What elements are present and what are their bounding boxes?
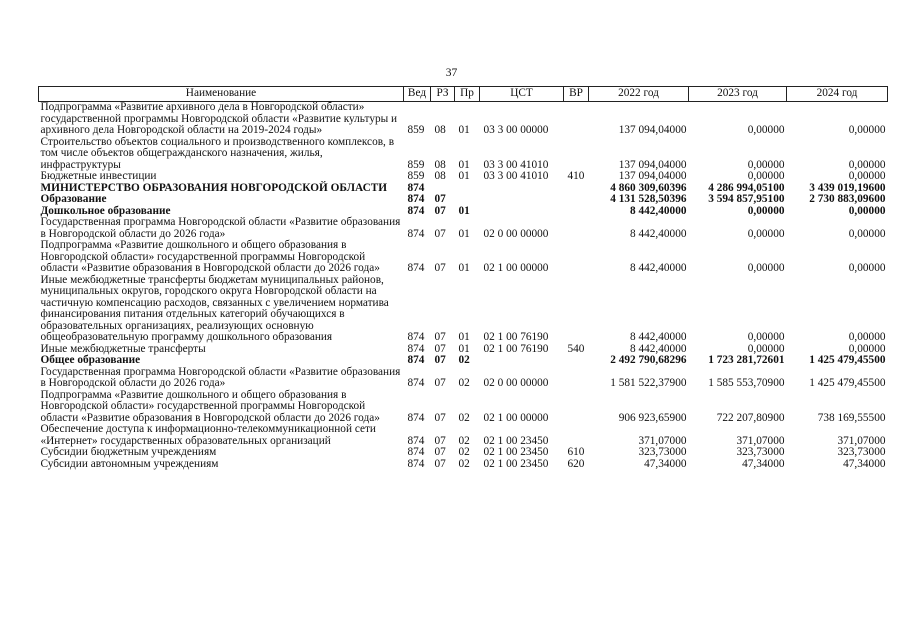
row-vr xyxy=(564,102,589,137)
table-row xyxy=(39,459,888,471)
row-ved: 874 xyxy=(407,204,425,217)
row-value-2023: 1 723 281,72601 xyxy=(708,354,785,366)
table-row xyxy=(39,240,888,275)
row-value-2023: 0,00000 xyxy=(747,227,785,240)
row-pr: 02 xyxy=(458,457,470,470)
row-pr xyxy=(455,183,480,195)
row-value-2023: 0,00000 xyxy=(747,331,785,343)
row-rz: 07 xyxy=(434,331,446,343)
row-name: Образование xyxy=(40,193,107,205)
row-cst: 02 0 00 00000 xyxy=(483,227,549,240)
row-ved: 874 xyxy=(407,457,425,470)
row-ved: 859 xyxy=(407,124,425,136)
row-cst: 03 3 00 41010 xyxy=(483,158,549,171)
row-value-2024: 0,00000 xyxy=(848,124,886,136)
row-value-2024: 323,73000 xyxy=(837,446,886,458)
row-cst: 02 1 00 76190 xyxy=(483,342,549,355)
page-number: 37 xyxy=(445,67,458,79)
table-row xyxy=(39,194,888,206)
row-value-2022: 8 442,40000 xyxy=(630,342,687,355)
row-name: Подпрограмма «Развитие дошкольного и общего образования в Новгородской области» государственной программы Новгородской области «Развитие образования в Новгородской области до 2026 года» xyxy=(40,239,380,274)
row-value-2024: 0,00000 xyxy=(848,227,886,240)
row-pr: 01 xyxy=(458,170,470,182)
table-row xyxy=(39,367,888,390)
row-name: Иные межбюджетные трансферты бюджетам муниципальных районов, муниципальных округов, городского округа Новгородской области на частичную компенсацию расходов, связанных с увеличением норматива финансирования питания отдельных категорий обучающихся в образовательных организациях, реализующих основную общеобразовательную программу дошкольного образования xyxy=(40,273,389,343)
row-vr: 610 xyxy=(567,446,585,458)
table-row xyxy=(39,424,888,447)
row-value-2023: 0,00000 xyxy=(747,158,785,171)
row-ved: 874 xyxy=(407,434,425,447)
row-cst: 02 1 00 23450 xyxy=(483,434,549,447)
table-row xyxy=(39,447,888,459)
row-name: Субсидии автономным учреждениям xyxy=(40,457,219,470)
row-value-2024: 0,00000 xyxy=(848,342,886,355)
row-name: Общее образование xyxy=(40,354,141,366)
row-vr xyxy=(564,206,589,218)
row-value-2022: 323,73000 xyxy=(638,446,687,458)
row-value-2022: 8 442,40000 xyxy=(630,227,687,240)
header-name: Наименование xyxy=(39,87,404,102)
table-row xyxy=(39,102,888,137)
row-rz: 07 xyxy=(434,342,446,355)
row-pr: 01 xyxy=(458,331,470,343)
row-rz: 08 xyxy=(434,170,446,182)
row-vr xyxy=(564,355,589,367)
table-row xyxy=(39,355,888,367)
row-cst xyxy=(480,355,564,367)
row-rz: 07 xyxy=(434,377,446,389)
row-value-2022: 8 442,40000 xyxy=(630,204,687,217)
row-value-2023: 0,00000 xyxy=(747,204,785,217)
row-pr: 02 xyxy=(458,446,470,458)
row-rz: 07 xyxy=(434,227,446,240)
row-vr xyxy=(564,194,589,206)
table-body xyxy=(39,102,888,471)
row-pr: 01 xyxy=(458,262,470,274)
row-name: Строительство объектов социального и производственного комплексов, в том числе объектов общегражданского назначения, жилья, инфраструктуры xyxy=(40,135,395,171)
row-pr: 01 xyxy=(458,227,470,240)
row-value-2023: 0,00000 xyxy=(747,170,785,182)
row-cst: 03 3 00 00000 xyxy=(483,124,549,136)
row-ved: 874 xyxy=(407,193,425,205)
row-value-2023: 371,07000 xyxy=(736,434,785,447)
row-cst xyxy=(480,206,564,218)
row-name: Государственная программа Новгородской области «Развитие образования в Новгородской области до 2026 года» xyxy=(40,365,401,389)
row-value-2022: 8 442,40000 xyxy=(630,331,687,343)
row-vr xyxy=(564,217,589,240)
row-ved: 874 xyxy=(407,354,425,366)
row-pr xyxy=(455,194,480,206)
row-name: Подпрограмма «Развитие архивного дела в Новгородской области» государственной программы Новгородской области «Развитие культуры и архивного дела Новгородской области на 2019-2024 годы» xyxy=(40,101,398,136)
row-vr: 410 xyxy=(567,170,585,182)
row-value-2023: 0,00000 xyxy=(747,124,785,136)
row-vr xyxy=(564,390,589,425)
row-rz: 07 xyxy=(434,262,446,274)
row-value-2022: 906 923,65900 xyxy=(618,411,687,424)
row-value-2024: 1 425 479,45500 xyxy=(809,377,886,389)
row-vr: 620 xyxy=(567,457,585,470)
row-pr: 01 xyxy=(458,124,470,136)
row-rz: 07 xyxy=(434,193,446,205)
row-cst: 03 3 00 41010 xyxy=(483,170,549,182)
row-rz: 07 xyxy=(434,434,446,447)
table-row xyxy=(39,217,888,240)
row-vr xyxy=(564,424,589,447)
row-value-2024: 47,34000 xyxy=(843,457,886,470)
row-ved: 859 xyxy=(407,158,425,171)
row-name: МИНИСТЕРСТВО ОБРАЗОВАНИЯ НОВГОРОДСКОЙ ОБЛАСТИ xyxy=(40,181,388,194)
row-pr: 02 xyxy=(458,434,470,447)
row-value-2022: 137 094,04000 xyxy=(618,158,687,171)
row-ved: 874 xyxy=(407,411,425,424)
row-value-2023: 0,00000 xyxy=(747,342,785,355)
row-value-2024: 0,00000 xyxy=(848,170,886,182)
row-value-2023: 47,34000 xyxy=(742,457,785,470)
row-ved: 874 xyxy=(407,331,425,343)
row-name: Подпрограмма «Развитие дошкольного и общего образования в Новгородской области» государственной программы Новгородской области «Развитие образования в Новгородской области до 2026 года» xyxy=(40,388,380,424)
row-pr: 02 xyxy=(458,377,470,389)
row-pr: 01 xyxy=(458,342,470,355)
row-value-2023: 722 207,80900 xyxy=(716,411,785,424)
row-name: Государственная программа Новгородской области «Развитие образования в Новгородской области до 2026 года» xyxy=(40,216,401,240)
table-row xyxy=(39,390,888,425)
header-2023: 2023 год xyxy=(689,87,787,102)
header-2022: 2022 год xyxy=(589,87,689,102)
row-rz: 07 xyxy=(434,204,446,217)
row-value-2024: 738 169,55500 xyxy=(817,411,886,424)
row-ved: 874 xyxy=(407,262,425,274)
row-vr xyxy=(564,240,589,275)
row-value-2024: 371,07000 xyxy=(837,434,886,447)
row-vr: 540 xyxy=(567,342,585,355)
row-ved: 874 xyxy=(407,377,425,389)
row-vr xyxy=(564,275,589,344)
row-rz: 08 xyxy=(434,124,446,136)
row-pr: 02 xyxy=(458,354,470,366)
header-rz: РЗ xyxy=(431,87,455,102)
table-header-row xyxy=(39,87,888,102)
row-value-2022: 137 094,04000 xyxy=(618,170,687,182)
row-ved: 874 xyxy=(407,446,425,458)
row-value-2024: 0,00000 xyxy=(848,204,886,217)
row-value-2022: 137 094,04000 xyxy=(618,124,687,136)
row-cst xyxy=(480,183,564,195)
row-rz: 07 xyxy=(434,457,446,470)
row-ved: 874 xyxy=(407,181,425,194)
table-row xyxy=(39,137,888,172)
row-value-2023: 323,73000 xyxy=(736,446,785,458)
row-rz: 08 xyxy=(434,158,446,171)
row-value-2022: 4 131 528,50396 xyxy=(610,193,687,205)
row-value-2024: 0,00000 xyxy=(848,331,886,343)
table-row xyxy=(39,171,888,183)
row-cst: 02 1 00 23450 xyxy=(483,457,549,470)
row-vr xyxy=(564,183,589,195)
row-vr xyxy=(564,137,589,172)
header-2024: 2024 год xyxy=(787,87,888,102)
row-pr: 01 xyxy=(458,204,470,217)
row-name: Иные межбюджетные трансферты xyxy=(40,342,206,355)
row-vr xyxy=(564,367,589,390)
row-value-2022: 1 581 522,37900 xyxy=(610,377,687,389)
row-ved: 874 xyxy=(407,227,425,240)
row-rz: 07 xyxy=(434,446,446,458)
row-value-2022: 47,34000 xyxy=(644,457,687,470)
row-ved: 874 xyxy=(407,342,425,355)
row-name: Субсидии бюджетным учреждениям xyxy=(40,446,217,458)
row-value-2023: 1 585 553,70900 xyxy=(708,377,785,389)
header-vr: ВР xyxy=(564,87,589,102)
row-value-2024: 0,00000 xyxy=(848,158,886,171)
row-value-2024: 2 730 883,09600 xyxy=(809,193,886,205)
budget-table xyxy=(38,86,888,470)
row-value-2024: 1 425 479,45500 xyxy=(809,354,886,366)
row-value-2023: 0,00000 xyxy=(747,262,785,274)
table-row xyxy=(39,275,888,344)
row-cst: 02 0 00 00000 xyxy=(483,377,549,389)
row-value-2022: 4 860 309,60396 xyxy=(610,181,687,194)
row-cst: 02 1 00 00000 xyxy=(483,262,549,274)
row-value-2022: 8 442,40000 xyxy=(630,262,687,274)
row-rz: 07 xyxy=(434,354,446,366)
row-value-2022: 371,07000 xyxy=(638,434,687,447)
row-name: Дошкольное образование xyxy=(40,204,171,217)
row-value-2023: 4 286 994,05100 xyxy=(708,181,785,194)
row-value-2024: 0,00000 xyxy=(848,262,886,274)
row-name: Бюджетные инвестиции xyxy=(40,170,157,182)
row-value-2023: 3 594 857,95100 xyxy=(708,193,785,205)
row-cst: 02 1 00 00000 xyxy=(483,411,549,424)
row-name: Обеспечение доступа к информационно-телекоммуникационной сети «Интернет» государственных образовательных организаций xyxy=(40,423,376,447)
row-cst: 02 1 00 76190 xyxy=(483,331,549,343)
row-value-2022: 2 492 790,68296 xyxy=(610,354,687,366)
row-ved: 859 xyxy=(407,170,425,182)
row-cst xyxy=(480,194,564,206)
row-pr: 02 xyxy=(458,411,470,424)
header-pr: Пр xyxy=(455,87,480,102)
header-ved: Вед xyxy=(404,87,431,102)
row-cst: 02 1 00 23450 xyxy=(483,446,549,458)
row-value-2024: 3 439 019,19600 xyxy=(809,181,886,194)
header-cst: ЦСТ xyxy=(480,87,564,102)
row-rz: 07 xyxy=(434,411,446,424)
row-pr: 01 xyxy=(458,158,470,171)
